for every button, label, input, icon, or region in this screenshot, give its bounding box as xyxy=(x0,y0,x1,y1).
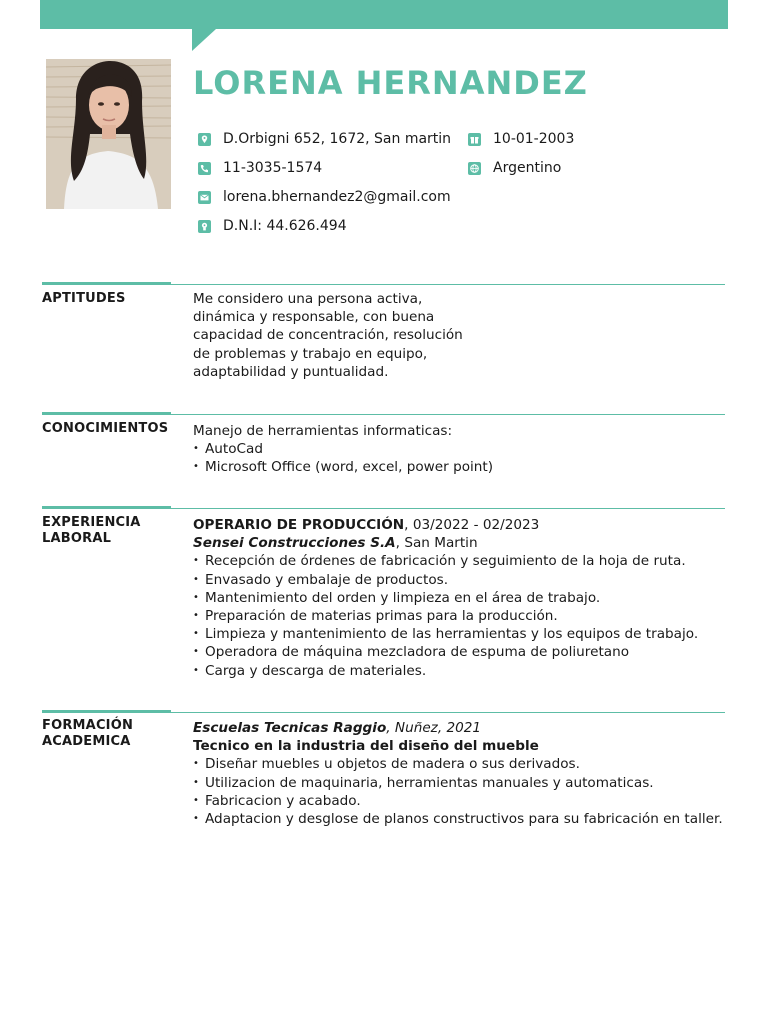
list-item: • Mantenimiento del orden y limpieza en el área de trabajo. xyxy=(193,589,698,607)
section-accent xyxy=(42,506,171,509)
id-badge-icon xyxy=(198,220,211,233)
phone-icon xyxy=(198,162,211,175)
conocimientos-body xyxy=(193,422,493,477)
school-name: Escuelas Tecnicas Raggio xyxy=(193,720,387,736)
list-item: • Microsoft Office (word, excel, power point) xyxy=(193,458,493,476)
section-title-aptitudes: APTITUDES xyxy=(42,291,126,306)
job-location: , San Martin xyxy=(395,535,478,552)
job-company-line xyxy=(193,534,698,552)
contact-dni xyxy=(198,218,347,234)
section-accent xyxy=(42,282,171,285)
aptitudes-line: capacidad de concentración, resolución xyxy=(193,327,463,344)
contact-nationality xyxy=(468,160,561,176)
list-item: • Operadora de máquina mezcladora de espuma de poliuretano xyxy=(193,643,698,661)
job-company: Sensei Construcciones S.A xyxy=(193,535,396,552)
contact-phone xyxy=(198,160,322,176)
list-item: • Limpieza y mantenimiento de las herramientas y los equipos de trabajo. xyxy=(193,625,698,643)
aptitudes-line: adaptabilidad y puntualidad. xyxy=(193,363,389,380)
school-place-year: , Nuñez, 2021 xyxy=(386,720,482,736)
degree-title: Tecnico en la industria del diseño del mueble xyxy=(193,738,539,755)
section-title-conocimientos: CONOCIMIENTOS xyxy=(42,421,169,436)
list-item: • Preparación de materias primas para la producción. xyxy=(193,607,698,625)
header-notch xyxy=(192,29,216,51)
job-dates: , 03/2022 - 02/2023 xyxy=(404,517,540,533)
gift-icon xyxy=(468,133,481,146)
contact-email xyxy=(198,189,451,205)
section-divider xyxy=(171,712,725,713)
section-title-line: ACADEMICA xyxy=(42,734,131,749)
section-title-formacion xyxy=(42,718,133,750)
location-pin-icon xyxy=(198,133,211,146)
address-text: D.Orbigni 652, 1672, San martin xyxy=(223,131,452,147)
email-text: lorena.bhernandez2@gmail.com xyxy=(223,189,451,205)
aptitudes-body xyxy=(193,290,463,381)
list-item: • Carga y descarga de materiales. xyxy=(193,662,698,680)
section-divider xyxy=(171,414,725,415)
nationality-text: Argentino xyxy=(493,160,562,176)
list-item: • Recepción de órdenes de fabricación y seguimiento de la hoja de ruta. xyxy=(193,552,698,570)
aptitudes-line: de problemas y trabajo en equipo, xyxy=(193,345,428,362)
list-item: • Fabricacion y acabado. xyxy=(193,792,723,810)
list-item: • Diseñar muebles u objetos de madera o sus derivados. xyxy=(193,755,723,773)
conocimientos-intro: Manejo de herramientas informaticas: xyxy=(193,423,453,439)
aptitudes-line: Me considero una persona activa, xyxy=(193,291,423,307)
section-title-line: EXPERIENCIA xyxy=(42,515,141,530)
section-accent xyxy=(42,710,171,713)
section-title-line: FORMACIÓN xyxy=(42,718,134,733)
birthdate-text: 10-01-2003 xyxy=(493,131,575,147)
header-banner xyxy=(40,0,728,29)
envelope-icon xyxy=(198,191,211,204)
candidate-name: LORENA HERNANDEZ xyxy=(193,64,588,102)
profile-photo xyxy=(46,59,171,209)
school-line xyxy=(193,719,723,737)
section-accent xyxy=(42,412,171,415)
dni-text: D.N.I: 44.626.494 xyxy=(223,218,347,234)
globe-icon xyxy=(468,162,481,175)
experiencia-body xyxy=(193,516,698,680)
formacion-body xyxy=(193,719,723,828)
list-item: • AutoCad xyxy=(193,440,493,458)
aptitudes-line: dinámica y responsable, con buena xyxy=(193,309,435,326)
list-item: • Adaptacion y desglose de planos constructivos para su fabricación en taller. xyxy=(193,810,723,828)
contact-address xyxy=(198,131,451,147)
section-divider xyxy=(171,284,725,285)
section-divider xyxy=(171,508,725,509)
phone-text: 11-3035-1574 xyxy=(223,160,323,176)
section-title-line: LABORAL xyxy=(42,531,112,546)
section-title-experiencia xyxy=(42,515,141,547)
list-item: • Utilizacion de maquinaria, herramientas manuales y automaticas. xyxy=(193,774,723,792)
list-item: • Envasado y embalaje de productos. xyxy=(193,571,698,589)
job-heading xyxy=(193,516,698,534)
job-role: OPERARIO DE PRODUCCIÓN xyxy=(193,517,405,533)
contact-birthdate xyxy=(468,131,574,147)
